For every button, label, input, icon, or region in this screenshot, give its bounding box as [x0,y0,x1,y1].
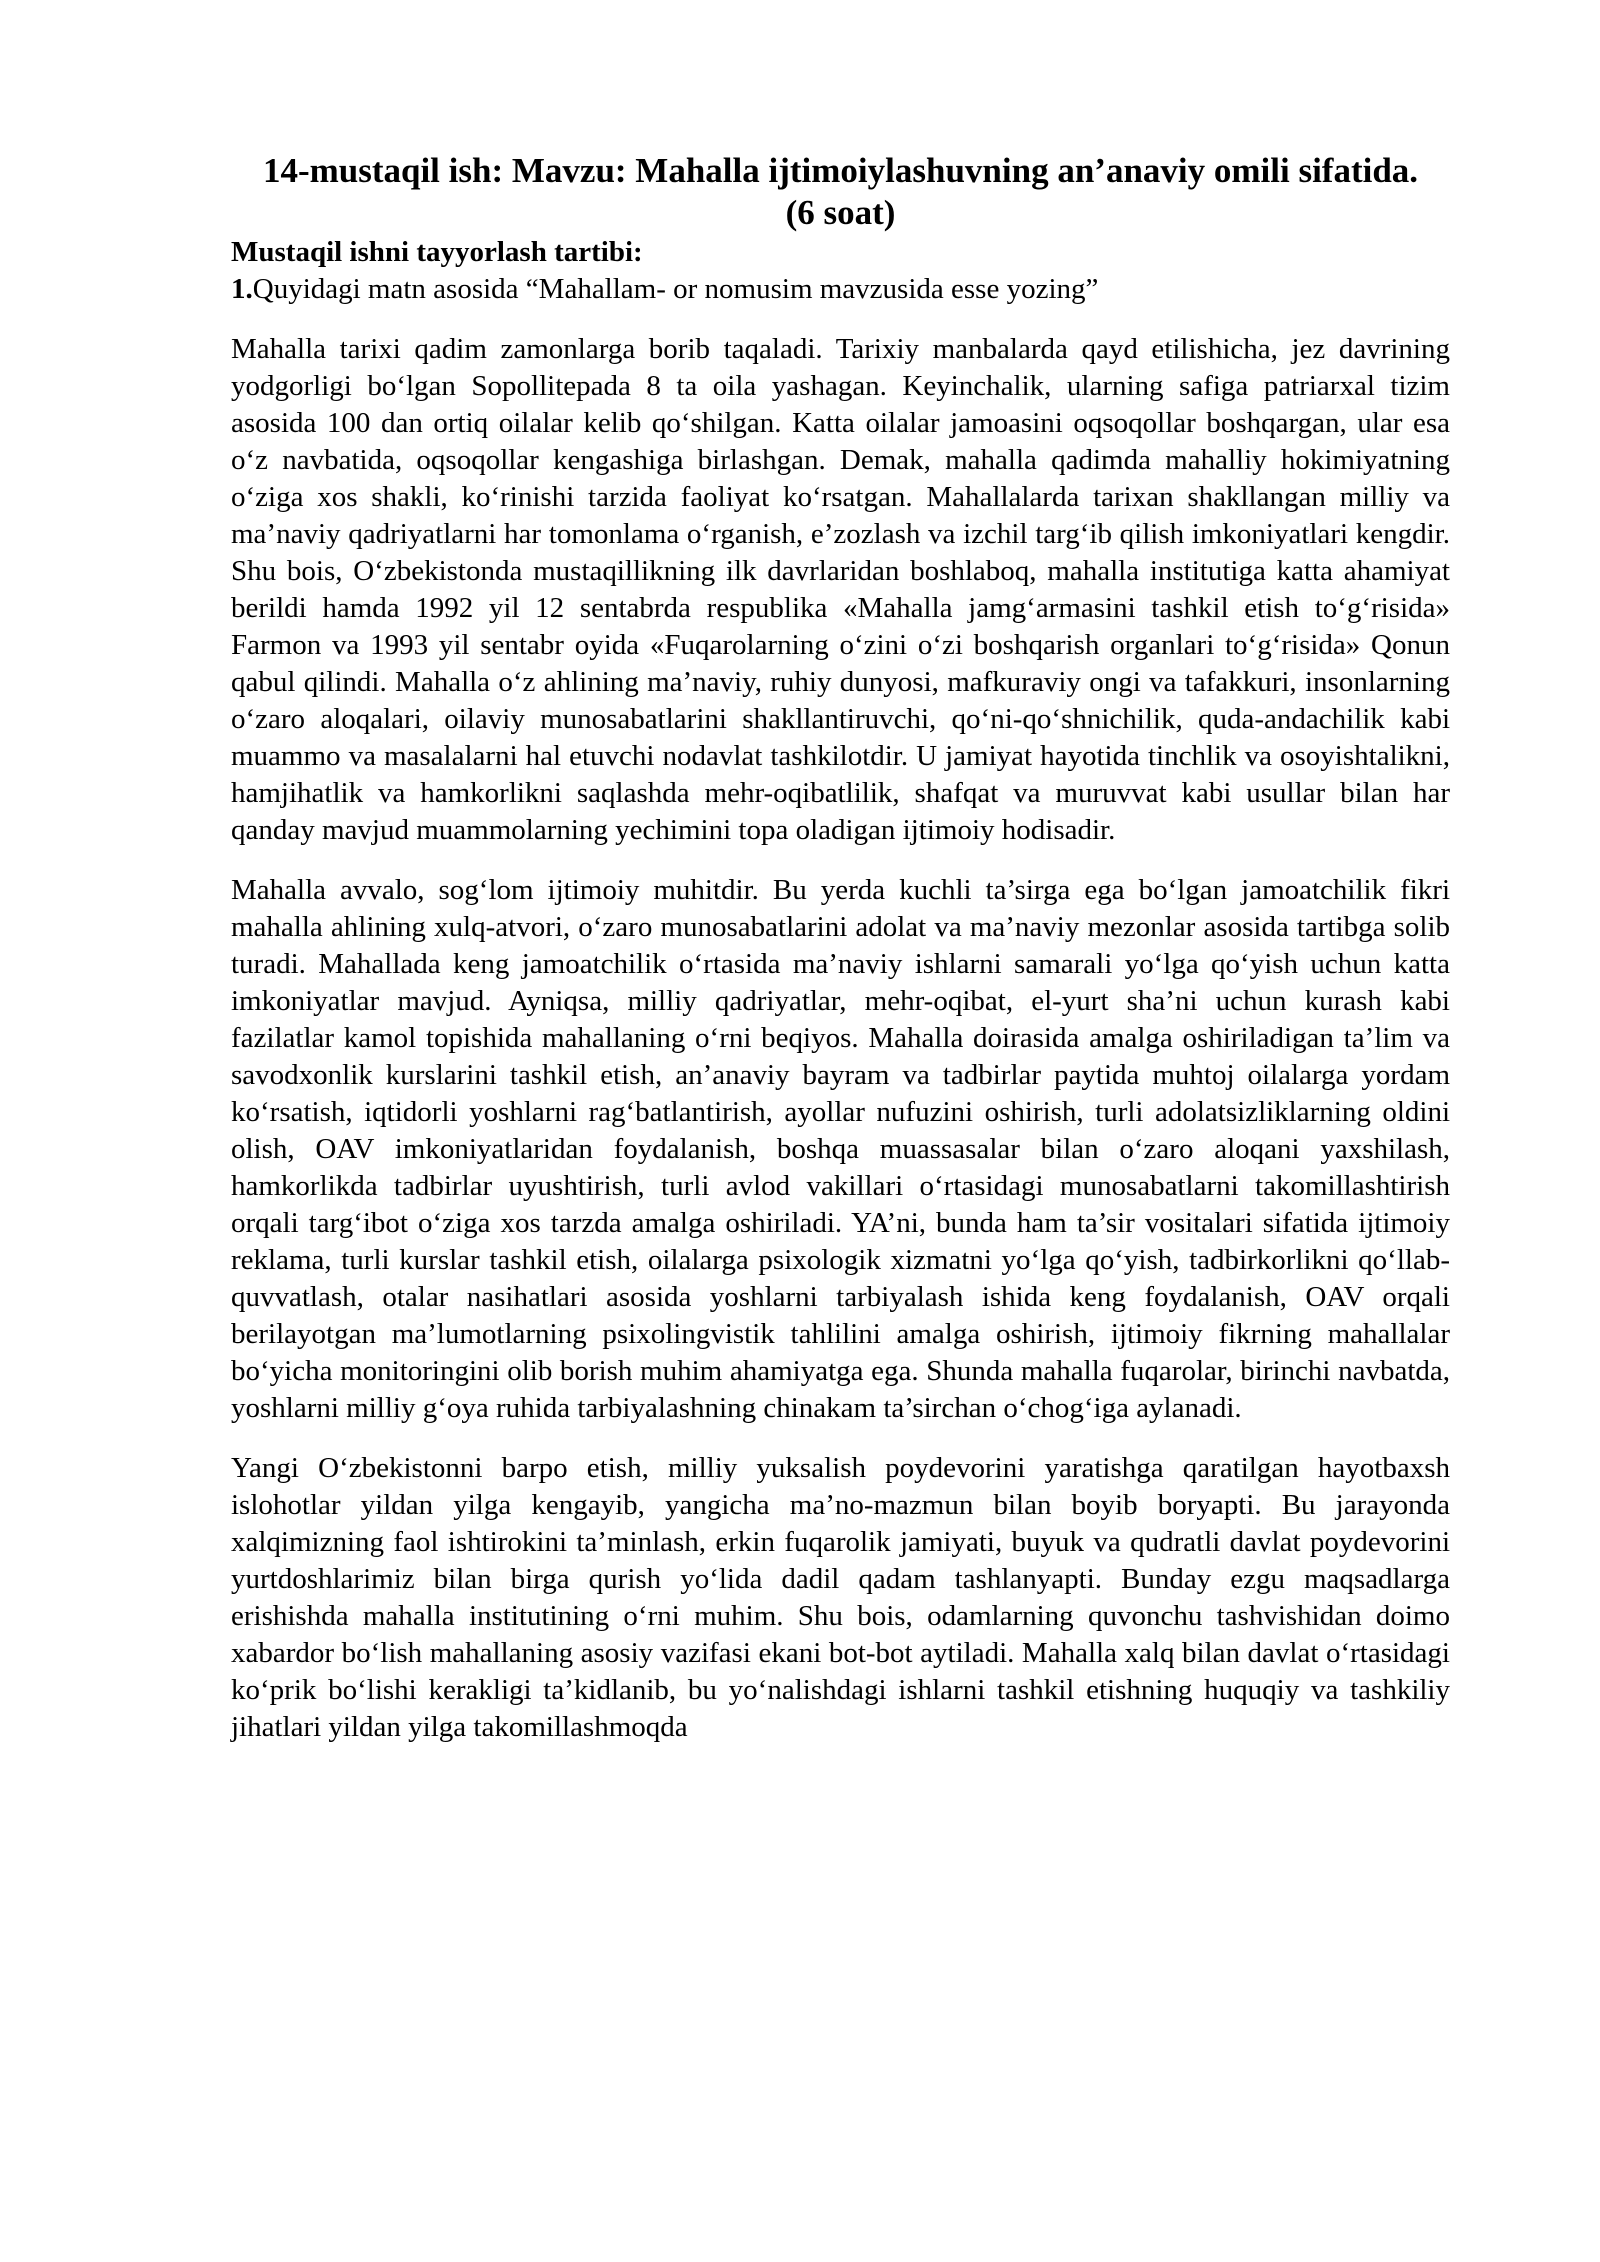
task-instruction [231,271,1450,308]
title-line-1: 14-mustaqil ish: Mavzu: Mahalla ijtimoiylashuvning an’anaviy omili sifatida. [262,151,1419,190]
paragraph-2: Mahalla avvalo, sog‘lom ijtimoiy muhitdir. Bu yerda kuchli ta’sirga ega bo‘lgan jamoatchilik fikri mahalla ahlining xulq-atvori, o‘zaro munosabatlarini adolat va ma’naviy mezonlar asosida tartibga solib turadi. Mahallada keng jamoatchilik o‘rtasida ma’naviy ishlarni samarali yo‘lga qo‘yish uchun katta imkoniyatlar mavjud. Ayniqsa, milliy qadriyatlar, mehr-oqibat, el-yurt sha’ni uchun kurash kabi fazilatlar kamol topishida mahallaning o‘rni beqiyos. Mahalla doirasida amalga oshiriladigan ta’lim va savodxonlik kurslarini tashkil etish, an’anaviy bayram va tadbirlar paytida muhtoj oilalarga yordam ko‘rsatish, iqtidorli yoshlarni rag‘batlantirish, ayollar nufuzini oshirish, turli adolatsizliklarning oldini olish, OAV imkoniyatlaridan foydalanish, boshqa muassasalar bilan o‘zaro aloqani yaxshilash, hamkorlikda tadbirlar uyushtirish, turli avlod vakillari o‘rtasidagi munosabatlarni takomillashtirish orqali targ‘ibot o‘ziga xos tarzda amalga oshiriladi. YA’ni, bunda ham ta’sir vositalari sifatida ijtimoiy reklama, turli kurslar tashkil etish, oilalarga psixologik xizmatni yo‘lga qo‘yish, tadbirkorlikni qo‘llab-quvvatlash, otalar nasihatlari asosida yoshlarni tarbiyalash ishida keng foydalanish, OAV orqali berilayotgan ma’lumotlarning psixolingvistik tahlilini amalga oshirish, ijtimoiy fikrning mahallalar bo‘yicha monitoringini olib borish muhim ahamiyatga ega. Shunda mahalla fuqarolar, birinchi navbatda, yoshlarni milliy g‘oya ruhida tarbiyalashning chinakam ta’sirchan o‘chog‘iga aylanadi. [231,874,1450,1424]
document-title [231,150,1450,234]
document-body [231,150,1450,1746]
paragraph-1: Mahalla tarixi qadim zamonlarga borib taqaladi. Tarixiy manbalarda qayd etilishicha, jez davrining yodgorligi bo‘lgan Sopollitepada 8 ta oila yashagan. Keyinchalik, ularning safiga patriarxal tizim asosida 100 dan ortiq oilalar kelib qo‘shilgan. Katta oilalar jamoasini oqsoqollar boshqargan, ular esa o‘z navbatida, oqsoqollar kengashiga birlashgan. Demak, mahalla qadimda mahalliy hokimiyatning o‘ziga xos shakli, ko‘rinishi tarzida faoliyat ko‘rsatgan. Mahallalarda tarixan shakllangan milliy va ma’naviy qadriyatlarni har tomonlama o‘rganish, e’zozlash va izchil targ‘ib qilish imkoniyatlari kengdir. Shu bois, O‘zbekistonda mustaqillikning ilk davrlaridan boshlaboq, mahalla institutiga katta ahamiyat berildi hamda 1992 yil 12 sentabrda respublika «Mahalla jamg‘armasini tashkil etish to‘g‘risida» Farmon va 1993 yil sentabr oyida «Fuqarolarning o‘zini o‘zi boshqarish organlari to‘g‘risida» Qonun qabul qilindi. Mahalla o‘z ahlining ma’naviy, ruhiy dunyosi, mafkuraviy ongi va tafakkuri, insonlarning o‘zaro aloqalari, oilaviy munosabatlarini shakllantiruvchi, qo‘ni-qo‘shnichilik, quda-andachilik kabi muammo va masalalarni hal etuvchi nodavlat tashkilotdir. U jamiyat hayotida tinchlik va osoyishtalikni, hamjihatlik va hamkorlikni saqlashda mehr-oqibatlilik, shafqat va muruvvat kabi usullar bilan har qanday mavjud muammolarning yechimini topa oladigan ijtimoiy hodisadir. [231,333,1450,846]
instruction-text: Quyidagi matn asosida “Mahallam- or nomusim mavzusida esse yozing” [252,273,1099,305]
paragraph-3: Yangi O‘zbekistonni barpo etish, milliy yuksalish poydevorini yaratishga qaratilgan hayotbaxsh islohotlar yildan yilga kengayib, yangicha ma’no-mazmun bilan boyib boryapti. Bu jarayonda xalqimizning faol ishtirokini ta’minlash, erkin fuqarolik jamiyati, buyuk va qudratli davlat poydevorini yurtdoshlarimiz bilan birga qurish yo‘lida dadil qadam tashlanyapti. Bunday ezgu maqsadlarga erishishda mahalla institutining o‘rni muhim. Shu bois, odamlarning quvonchu tashvishidan doimo xabardor bo‘lish mahallaning asosiy vazifasi ekani bot-bot aytiladi. Mahalla xalq bilan davlat o‘rtasidagi ko‘prik bo‘lishi kerakligi ta’kidlanib, bu yo‘nalishdagi ishlarni tashkil etishning huquqiy va tashkiliy jihatlari yildan yilga takomillashmoqda [231,1452,1450,1743]
instruction-number: 1. [231,273,253,305]
section-subheading: Mustaqil ishni tayyorlash tartibi: [231,236,643,268]
title-line-2: (6 soat) [785,193,896,232]
